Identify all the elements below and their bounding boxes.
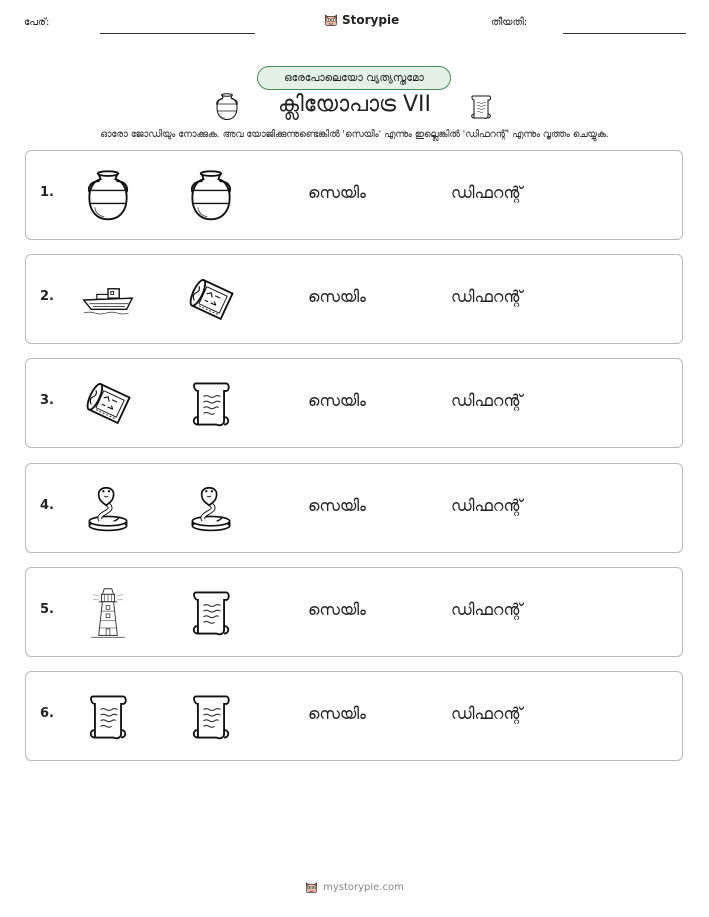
footer: [0, 881, 709, 894]
instructions: ഓരോ ജോഡിയും നോക്കുക. അവ യോജിക്കുന്നുണ്ടെങ്കിൽ 'സെയിം' എന്നും ഇല്ലെങ്കിൽ 'ഡിഫറന്റ്' എന്നും വൃത്തം ചെയ്യുക.: [100, 129, 609, 140]
question-number: 4.: [40, 498, 54, 513]
storypie-face-icon: [305, 881, 318, 894]
brand-logo: [324, 13, 399, 27]
same-option[interactable]: സെയിം: [308, 391, 366, 410]
scroll-icon: [183, 376, 239, 432]
same-option[interactable]: സെയിം: [308, 704, 366, 723]
same-option[interactable]: സെയിം: [308, 600, 366, 619]
question-number: 5.: [40, 602, 54, 617]
scroll-icon: [183, 585, 239, 641]
question-number: 3.: [40, 393, 54, 408]
question-row: [25, 358, 683, 448]
footer-url: mystorypie.com: [323, 882, 404, 893]
page-title: ക്ലിയോപാട്ര VII: [277, 92, 432, 117]
same-option[interactable]: സെയിം: [308, 287, 366, 306]
different-option[interactable]: ഡിഫറന്റ്: [451, 183, 523, 202]
papyrus-icon: [183, 272, 239, 328]
same-option[interactable]: സെയിം: [308, 496, 366, 515]
papyrus-icon: [80, 376, 136, 432]
lighthouse-icon: [80, 585, 136, 641]
date-label: തീയതി:: [491, 17, 528, 28]
vase-icon: [80, 168, 136, 224]
question-number: 1.: [40, 185, 54, 200]
different-option[interactable]: ഡിഫറന്റ്: [451, 496, 523, 515]
question-number: 2.: [40, 289, 54, 304]
different-option[interactable]: ഡിഫറന്റ്: [451, 391, 523, 410]
scroll-icon: [80, 689, 136, 745]
name-label: പേര്:: [24, 17, 50, 28]
name-line[interactable]: [100, 33, 255, 34]
question-row: [25, 254, 683, 344]
question-number: 6.: [40, 706, 54, 721]
boat-icon: [80, 272, 136, 328]
cobra-icon: [80, 481, 136, 537]
different-option[interactable]: ഡിഫറന്റ്: [451, 704, 523, 723]
cobra-icon: [183, 481, 239, 537]
brand-name: Storypie: [342, 13, 400, 27]
date-line[interactable]: [563, 33, 686, 34]
scroll-icon: [183, 689, 239, 745]
question-row: [25, 150, 683, 240]
question-row: [25, 463, 683, 553]
worksheet-type-pill: ഒരേപോലെയോ വ്യത്യസ്തമോ: [257, 66, 451, 90]
vase-icon: [183, 168, 239, 224]
different-option[interactable]: ഡിഫറന്റ്: [451, 287, 523, 306]
scroll-icon: [466, 91, 496, 123]
same-option[interactable]: സെയിം: [308, 183, 366, 202]
question-row: [25, 671, 683, 761]
question-row: [25, 567, 683, 657]
storypie-face-icon: [324, 13, 338, 27]
different-option[interactable]: ഡിഫറന്റ്: [451, 600, 523, 619]
